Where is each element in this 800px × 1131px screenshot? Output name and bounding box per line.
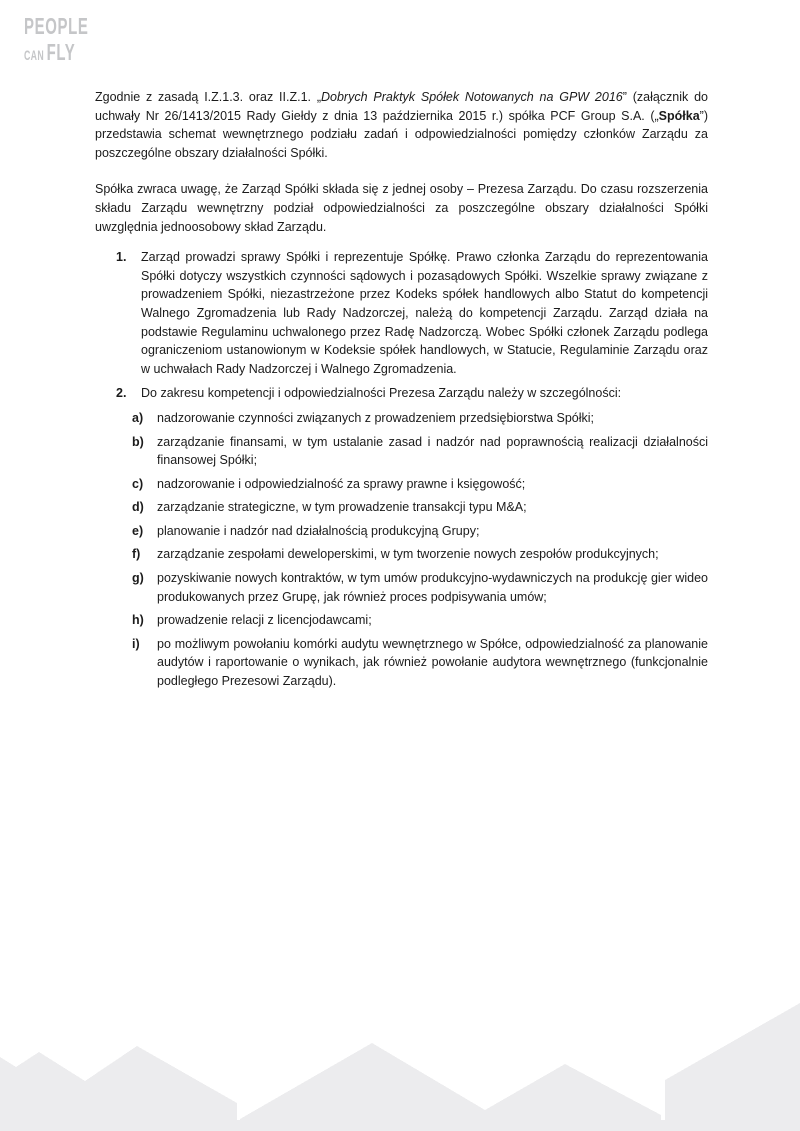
sublist-item-h (95, 611, 708, 630)
mountain-shape-left (0, 1046, 237, 1131)
sublist-item-a-text: nadzorowanie czynności związanych z prowadzeniem przedsiębiorstwa Spółki; (157, 410, 595, 425)
sublist-item-c-text: nadzorowanie i odpowiedzialność za sprawy prawne i księgowość; (157, 476, 526, 491)
sublist-item-h-letter: h) (132, 613, 144, 628)
sublist-item-h-text: prowadzenie relacji z licencjodawcami; (157, 613, 372, 628)
intro-text-pre: Zgodnie z zasadą I.Z.1.3. oraz II.Z.1. „ (95, 90, 321, 104)
sublist-item-a-letter: a) (132, 410, 144, 425)
logo-line-people: PEOPLE (24, 13, 89, 39)
list-item-2-number: 2. (116, 386, 127, 401)
intro-text-post: ”) przedstawia schemat wewnętrznego podziału zadań i odpowiedzialności pomiędzy członków Zarządu za poszczególne obszary działalności Spółki. (95, 108, 708, 160)
sublist-item-g-letter: g) (132, 571, 144, 586)
numbered-list (95, 248, 708, 690)
intro-text-bold-spolka: Spółka (658, 108, 700, 123)
mountain-base-strip (0, 1120, 800, 1131)
sublist-item-b (95, 433, 708, 470)
sublist-item-b-text: zarządzanie finansami, w tym ustalanie zasad i nadzór nad poprawnością realizacji działalności finansowej Spółki; (157, 434, 708, 468)
sublist-item-g-text: pozyskiwanie nowych kontraktów, w tym umów produkcyjno-wydawniczych na produkcję gier wideo produkowanych przez Grupę, jak również proces podpisywania umów; (157, 571, 708, 604)
logo-text (24, 15, 89, 64)
sublist-item-e-text: planowanie i nadzór nad działalnością produkcyjną Grupy; (157, 523, 480, 538)
sublist-item-i (95, 635, 708, 691)
list-item-2 (95, 384, 708, 403)
sublist-item-e-letter: e) (132, 523, 144, 538)
logo-line-can-fly (24, 41, 89, 64)
sublist-item-f-letter: f) (132, 547, 141, 562)
list-item-1 (95, 248, 708, 378)
list-item-2-text: Do zakresu kompetencji i odpowiedzialności Prezesa Zarządu należy w szczególności: (141, 386, 622, 401)
mountain-shape-middle (240, 1043, 661, 1131)
sublist-item-i-letter: i) (132, 636, 140, 651)
sublist-item-d-letter: d) (132, 500, 144, 515)
document-body (95, 88, 708, 696)
footer-mountain-decoration (0, 1000, 800, 1131)
sublist-item-c (95, 475, 708, 494)
intro-text-mid: ” (załącznik do uchwały Nr 26/1413/2015 Rady Giełdy z dnia 13 października 2015 r.) spółka PCF Group S.A. („ (95, 90, 708, 123)
sublist-item-g (95, 569, 708, 606)
sublist-item-f-text: zarządzanie zespołami deweloperskimi, w tym tworzenie nowych zespołów produkcyjnych; (157, 547, 659, 562)
sublist-item-f (95, 545, 708, 564)
intro-text-italic-title: Dobrych Praktyk Spółek Notowanych na GPW 2016 (321, 90, 623, 104)
logo-word-fly: FLY (46, 39, 76, 65)
list-item-1-text: Zarząd prowadzi sprawy Spółki i reprezentuje Spółkę. Prawo członka Zarządu do reprezentowania Spółki dotyczy wszystkich czynności sądowych i pozasądowych Spółki. Wszelkie sprawy związane z prowadzeniem Spółki, niezastrzeżone przez Kodeks spółek handlowych albo Statut do kompetencji Walnego Zgromadzenia lub Rady Nadzorczej, należą do kompetencji Zarządu. Zarząd działa na podstawie Regulaminu uchwalonego przez Radę Nadzorczą. Wobec Spółki członek Zarządu podlega ograniczeniom ustanowionym w Kodeksie spółek handlowych, w Statucie, Regulaminie Zarządu oraz w uchwałach Rady Nadzorczej i Walnego Zgromadzenia. (141, 250, 708, 376)
sublist-item-e (95, 522, 708, 541)
intro-paragraph (95, 88, 708, 162)
board-note-paragraph: Spółka zwraca uwagę, że Zarząd Spółki składa się z jednej osoby – Prezesa Zarządu. Do czasu rozszerzenia składu Zarządu wewnętrzny podział odpowiedzialności za poszczególne obszary działalności Spółki uwzględnia jednoosobowy skład Zarządu. (95, 182, 708, 234)
sublist-item-i-text: po możliwym powołaniu komórki audytu wewnętrznego w Spółce, odpowiedzialność za planowanie audytów i raportowanie o wynikach, jak również powołanie audytora wewnętrznego (funkcjonalnie podległego Prezesowi Zarządu). (157, 636, 708, 689)
logo-word-can: CAN (24, 48, 44, 63)
sublist-item-d (95, 498, 708, 517)
sublist-item-b-letter: b) (132, 434, 144, 449)
sublist-item-c-letter: c) (132, 476, 144, 491)
people-can-fly-logo (24, 15, 123, 64)
sublist-item-d-text: zarządzanie strategiczne, w tym prowadzenie transakcji typu M&A; (157, 500, 527, 515)
sublist-item-a (95, 409, 708, 428)
mountain-shape-right (665, 1003, 800, 1131)
list-item-1-number: 1. (116, 250, 127, 265)
lettered-sublist (95, 409, 708, 691)
